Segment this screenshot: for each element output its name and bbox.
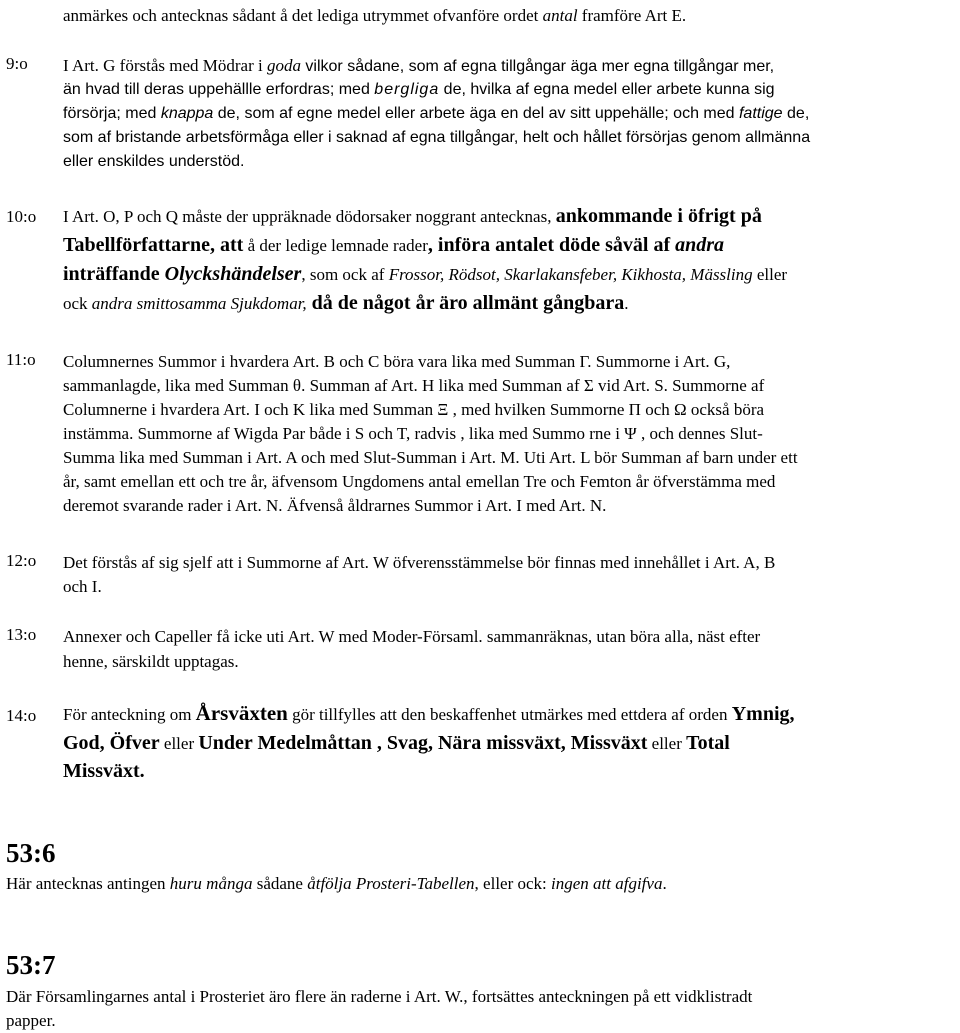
section-9-line-2: än hvad till deras uppehällle erfordras; med bergliga de, hvilka af egna medel eller arbete kunna sig — [63, 81, 775, 98]
section-10-line-1: I Art. O, P och Q måste der uppräknade dödorsaker noggrant antecknas, ankommande i öfrigt på — [63, 205, 762, 227]
section-number-10: 10:o — [6, 207, 37, 226]
section-number-12: 12:o — [6, 551, 37, 570]
section-12-line-2: och I. — [63, 577, 102, 596]
section-10-line-3: inträffande Olyckshändelser, som ock af Frossor, Rödsot, Skarlakansfeber, Kikhosta, Mässling eller — [63, 263, 788, 285]
section-10-line-4: ock andra smittosamma Sjukdomar, då de något år äro allmänt gångbara. — [63, 292, 629, 314]
section-14-line-2: God, Öfver eller Under Medelmåttan , Svag, Nära missväxt, Missväxt eller Total — [63, 732, 730, 754]
section-11-line-5: Summa lika med Summan i Art. A och med Slut-Summan i Art. M. Uti Art. L bör Summan af barn under ett — [63, 448, 798, 467]
section-53-7-line-1: Där Församlingarnes antal i Prosteriet äro flere än raderne i Art. W., fortsättes anteckningen på ett vidklistradt — [6, 987, 753, 1006]
section-11-line-2: sammanlagde, lika med Summan θ. Summan af Art. H lika med Summan af Σ vid Art. S. Summorne af — [63, 376, 765, 395]
section-53-6-text: Här antecknas antingen huru många sådane åtfölja Prosteri-Tabellen, eller ock: ingen att afgifva. — [6, 874, 667, 893]
section-number-11: 11:o — [6, 350, 36, 369]
section-11-line-6: år, samt emellan ett och tre år, äfvensom Ungdomens antal emellan Tre och Femton år öfverstämma med — [63, 472, 776, 491]
section-11-line-4: instämma. Summorne af Wigda Par både i S och T, radvis , lika med Summo rne i Ψ , och dennes Slut- — [63, 424, 763, 443]
section-9-line-1: I Art. G förstås med Mödrar i goda vilkor sådane, som af egna tillgångar äga mer egna tillgångar mer, — [63, 56, 775, 75]
section-13-line-2: henne, särskildt upptagas. — [63, 652, 239, 671]
section-12-line-1: Det förstås af sig sjelf att i Summorne af Art. W öfverensstämmelse bör finnas med innehållet i Art. A, B — [63, 553, 776, 572]
section-11-line-1: Columnernes Summor i hvardera Art. B och C böra vara lika med Summan Γ. Summorne i Art. G, — [63, 352, 731, 371]
section-9-line-4: som af bristande arbetsförmåga eller i saknad af egna tillgångar, helt och hållet försörjas genom allmänna — [63, 129, 811, 146]
section-number-14: 14:o — [6, 706, 37, 725]
section-13-line-1: Annexer och Capeller få icke uti Art. W med Moder-Församl. sammanräknas, utan böra alla, näst efter — [63, 627, 761, 646]
section-14-line-3: Missväxt. — [63, 760, 145, 782]
heading-53-6: 53:6 — [6, 838, 56, 868]
section-9-line-3: försörja; med knappa de, som af egne medel eller arbete äga en del av sitt uppehälle; och med fattige de, — [63, 105, 810, 122]
top-line: anmärkes och antecknas sådant å det lediga utrymmet ofvanföre ordet antal framföre Art E. — [63, 6, 687, 25]
section-10-line-2: Tabellförfattarne, att å der ledige lemnade rader, införa antalet döde såväl af andra — [63, 234, 725, 256]
heading-53-7: 53:7 — [6, 950, 56, 980]
section-53-7-line-2: papper. — [6, 1011, 56, 1030]
section-11-line-3: Columnerne i hvardera Art. I och K lika med Summan Ξ , med hvilken Summorne Π och Ω också böra — [63, 400, 765, 419]
section-9-line-5: eller enskildes understöd. — [63, 153, 245, 170]
section-14-line-1: För anteckning om Årsväxten gör tillfylles att den beskaffenhet utmärkes med ettdera af orden Ymnig, — [63, 701, 795, 725]
section-11-line-7: deremot svarande rader i Art. N. Äfvenså åldrarnes Summor i Art. I med Art. N. — [63, 496, 607, 515]
section-number-9: 9:o — [6, 54, 28, 73]
section-number-13: 13:o — [6, 625, 37, 644]
